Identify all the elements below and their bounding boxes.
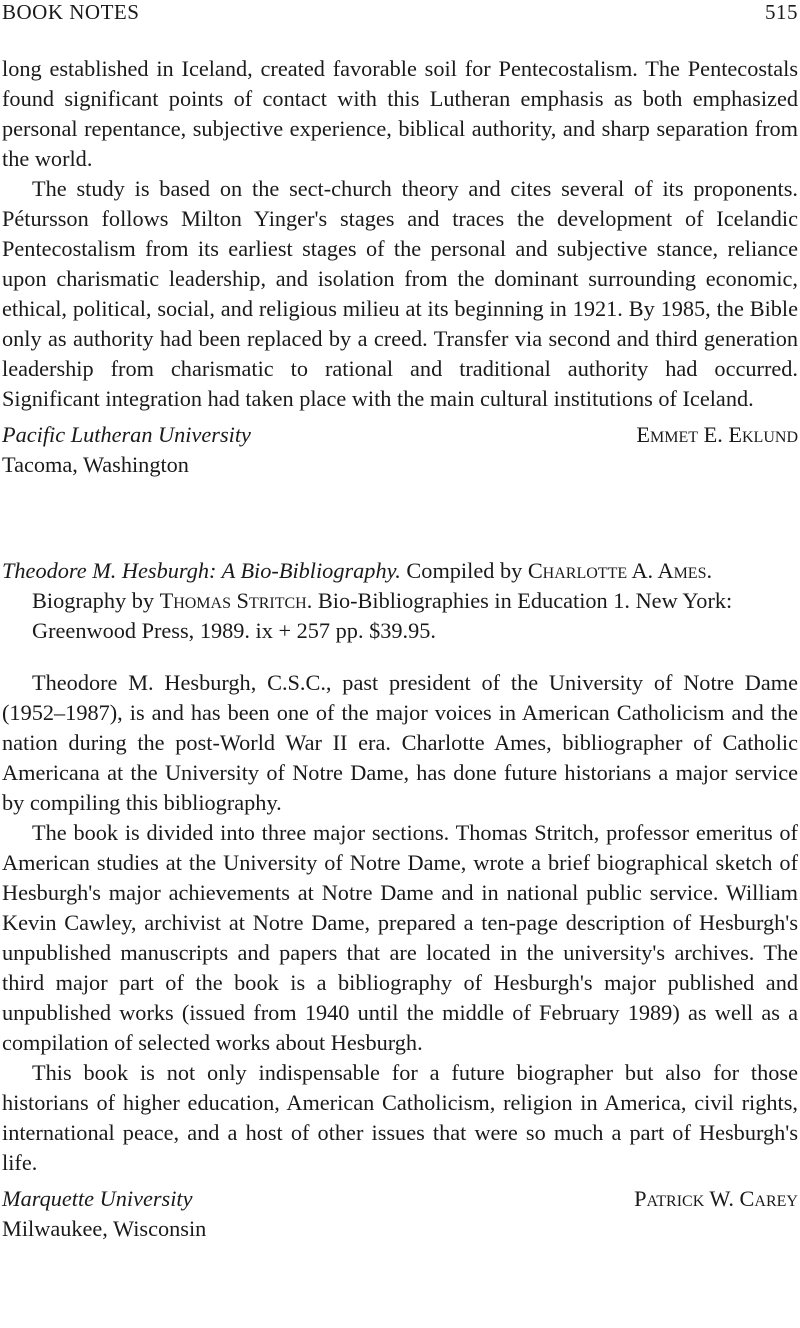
review1-paragraph-2: The study is based on the sect-church theory and cites several of its proponents. Pétursson follows Milton Yinger's stages and traces the development of Icelandic Pentecostalism from its earliest stages of the personal and subjective stance, reliance upon charismatic leadership, and isolation from the dominant surrounding economic, ethical, political, social, and religious milieu at its beginning in 1921. By 1985, the Bible only as authority had been replaced by a creed. Transfer via second and third generation leadership from charismatic to rational and traditional authority had occurred. Significant integration had taken place with the main cultural institutions of Iceland. (2, 176, 798, 411)
review2-location: Milwaukee, Wisconsin (2, 1216, 207, 1242)
review2-paragraph-2: The book is divided into three major sections. Thomas Stritch, professor emeritus of American studies at the University of Notre Dame, wrote a brief biographical sketch of Hesburgh's major achievements at Notre Dame and in national public service. William Kevin Cawley, archivist at Notre Dame, prepared a ten-page description of Hesburgh's unpublished manuscripts and papers that are located in the university's archives. The third major part of the book is a bibliography of Hesburgh's major published and unpublished works (issued from 1940 until the middle of February 1989) as well as a compilation of selected works about Hesburgh. (2, 820, 798, 1056)
review1-institution: Pacific Lutheran University (2, 422, 251, 447)
review2-paragraph-1: Theodore M. Hesburgh, C.S.C., past president of the University of Notre Dame (1952–1987), is and has been one of the major voices in American Catholicism and the nation during the post-World War II era. Charlotte Ames, bibliographer of Catholic Americana at the University of Notre Dame, has done future historians a major service by compiling this bibliography. (2, 670, 798, 816)
review-hesburgh (2, 556, 798, 1244)
review2-signature (2, 1184, 798, 1214)
review1-reviewer: Emmet E. Eklund (636, 422, 798, 447)
review2-book-title: Theodore M. Hesburgh: A Bio-Bibliography. (2, 558, 401, 583)
review2-compiler: Charlotte A. Ames. (527, 558, 713, 583)
running-head-title: BOOK NOTES (2, 0, 140, 24)
review2-institution: Marquette University (2, 1186, 193, 1212)
review1-paragraph-1: long established in Iceland, created favorable soil for Pentecostalism. The Pentecostals found significant points of contact with this Lutheran emphasis as both emphasized personal repentance, subjective experience, biblical authority, and sharp separation from the world. (2, 56, 798, 171)
running-head (2, 0, 798, 28)
review-pentecostalism (2, 54, 798, 480)
review2-citation (2, 556, 798, 646)
page-number: 515 (765, 0, 798, 24)
review2-reviewer: Patrick W. Carey (634, 1186, 798, 1212)
review2-biography-prefix: Biography by (32, 588, 160, 613)
review1-signature (2, 420, 798, 450)
review2-publication-details: Bio-Bibliographies in Education 1. New York: Greenwood Press, 1989. ix + 257 pp. $39.95. (32, 588, 733, 643)
review2-biographer: Thomas Stritch. (159, 588, 313, 613)
review1-location: Tacoma, Washington (2, 452, 189, 477)
review2-paragraph-3: This book is not only indispensable for a future biographer but also for those historians of higher education, American Catholicism, religion in America, civil rights, international peace, and a host of other issues that were so much a part of Hesburgh's life. (2, 1060, 798, 1176)
book-notes-page (2, 0, 798, 1244)
review2-compiled-prefix: Compiled by (400, 558, 528, 583)
